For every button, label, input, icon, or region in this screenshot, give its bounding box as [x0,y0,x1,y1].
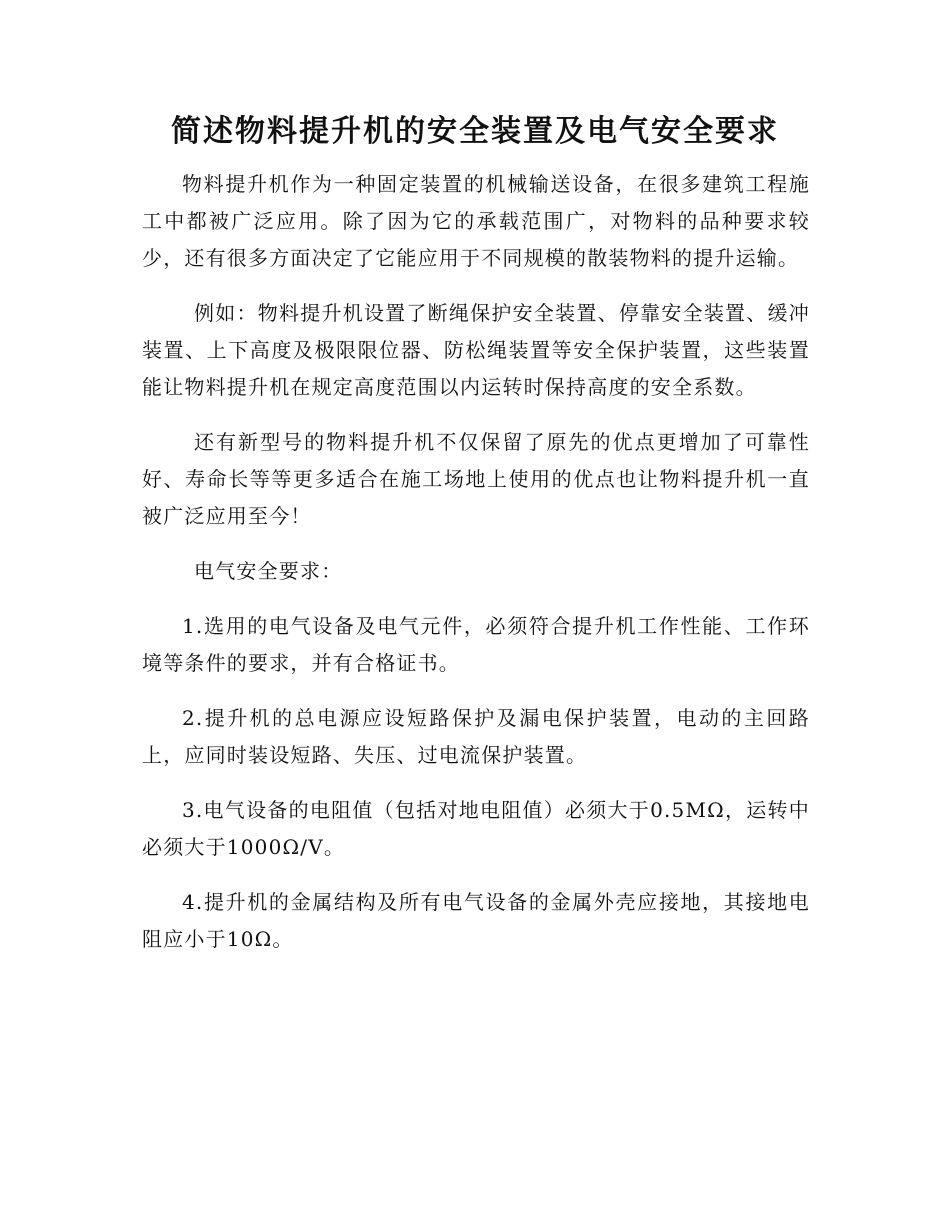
list-item-2: 2.提升机的总电源应设短路保护及漏电保护装置，电动的主回路上，应同时装设短路、失压、过电流保护装置。 [142,706,810,767]
paragraph-intro: 物料提升机作为一种固定装置的机械输送设备，在很多建筑工程施工中都被广泛应用。除了因为它的承载范围广，对物料的品种要求较少，还有很多方面决定了它能应用于不同规模的散装物料的提升运输。 [142,172,810,270]
section-heading-electrical: 电气安全要求： [194,559,343,583]
list-item-3: 3.电气设备的电阻值（包括对地电阻值）必须大于0.5MΩ，运转中必须大于1000Ω/V。 [142,798,810,859]
list-item-4: 4.提升机的金属结构及所有电气设备的金属外壳应接地，其接地电阻应小于10Ω。 [142,890,810,951]
list-item-1: 1.选用的电气设备及电气元件，必须符合提升机工作性能、工作环境等条件的要求，并有合格证书。 [142,614,810,675]
document-title: 简述物料提升机的安全装置及电气安全要求 [171,114,779,149]
document-body [142,166,810,976]
paragraph-example: 例如：物料提升机设置了断绳保护安全装置、停靠安全装置、缓冲装置、上下高度及极限限位器、防松绳装置等安全保护装置，这些装置能让物料提升机在规定高度范围以内运转时保持高度的安全系数。 [142,301,810,399]
paragraph-new-model: 还有新型号的物料提升机不仅保留了原先的优点更增加了可靠性好、寿命长等等更多适合在施工场地上使用的优点也让物料提升机一直被广泛应用至今！ [142,430,810,528]
